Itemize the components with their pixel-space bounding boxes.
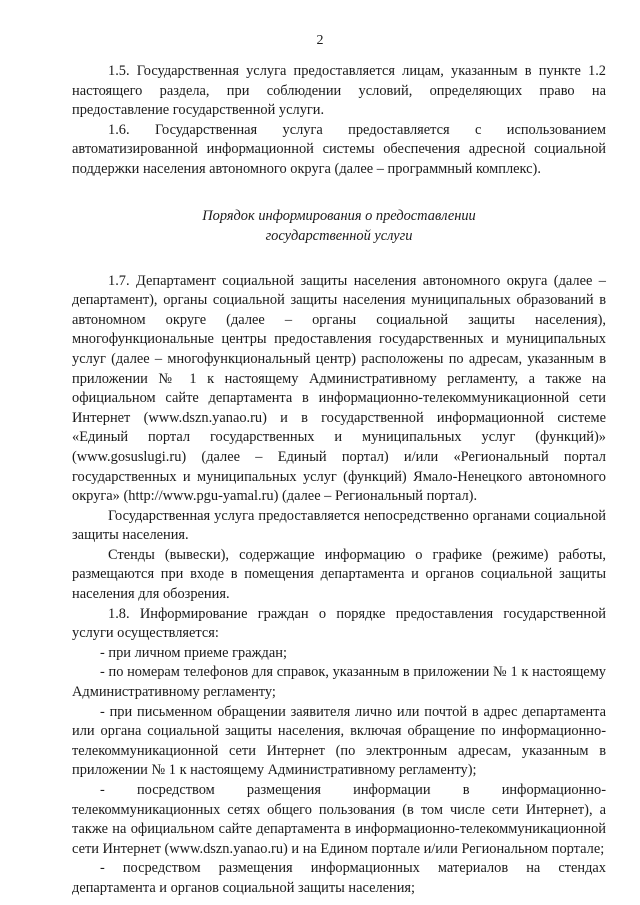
heading-line-1: Порядок информирования о предоставлении	[202, 207, 476, 224]
paragraph-1-7: 1.7. Департамент социальной защиты населения автономного округа (далее – департамент), органы социальной защиты населения муниципальных образований в автономном округе (далее – органы социальной защиты населения), многофункциональные центры предоставления государственных и муниципальных услуг (далее – многофункциональный центр) расположены по адресам, указанным в приложении № 1 к настоящему Административному регламенту, а также на официальном сайте департамента в информационно-телекоммуникационной сети Интернет (www.dszn.yanao.ru) и в государственной информационной системе «Единый портал государственных и муниципальных услуг (функций)» (www.gosuslugi.ru) (далее – Единый портал) и/или «Региональный портал государственных и муниципальных услуг (функций) Ямало-Ненецкого автономного округа» (http://www.pgu-yamal.ru) (далее – Региональный портал).	[72, 272, 606, 505]
page-number: 2	[316, 33, 324, 48]
list-item-stands: - посредством размещения информационных материалов на стендах департамента и органов социальной защиты населения;	[72, 860, 606, 896]
section-heading	[72, 206, 606, 246]
heading-line-2: государственной услуги	[265, 227, 413, 244]
list-item-internet: - посредством размещения информации в информационно-телекоммуникационных сетях общего пользования (в том числе сети Интернет), а также на официальном сайте департамента в информационно-телекоммуникационной сети Интернет (www.dszn.yanao.ru) и на Едином портале и/или Региональном портале;	[72, 782, 606, 857]
list-item-personal-reception: - при личном приеме граждан;	[100, 644, 287, 661]
document-body	[72, 62, 606, 899]
list-item-phone: - по номерам телефонов для справок, указанным в приложении № 1 к настоящему Административному регламенту;	[72, 664, 606, 701]
paragraph-stands: Стенды (вывески), содержащие информацию о графике (режиме) работы, размещаются при входе в помещения департамента и органов социальной защиты населения для обозрения.	[72, 546, 606, 603]
paragraph-1-6: 1.6. Государственная услуга предоставляется с использованием автоматизированной информационной системы обеспечения адресной социальной поддержки населения автономного округа (далее – программный комплекс).	[72, 121, 606, 177]
paragraph-1-8: 1.8. Информирование граждан о порядке предоставления государственной услуги осуществляется:	[72, 605, 606, 642]
paragraph-direct-service: Государственная услуга предоставляется непосредственно органами социальной защиты населения.	[72, 507, 606, 544]
paragraph-1-5: 1.5. Государственная услуга предоставляется лицам, указанным в пункте 1.2 настоящего раздела, при соблюдении условий, определяющих право на предоставление государственной услуги.	[72, 63, 606, 119]
list-item-written-request: - при письменном обращении заявителя лично или почтой в адрес департамента или органа социальной защиты населения, включая обращение по информационно-телекоммуникационной сети Интернет (по электронным адресам, указанным в приложении № 1 к настоящему Административному регламенту);	[72, 703, 606, 779]
